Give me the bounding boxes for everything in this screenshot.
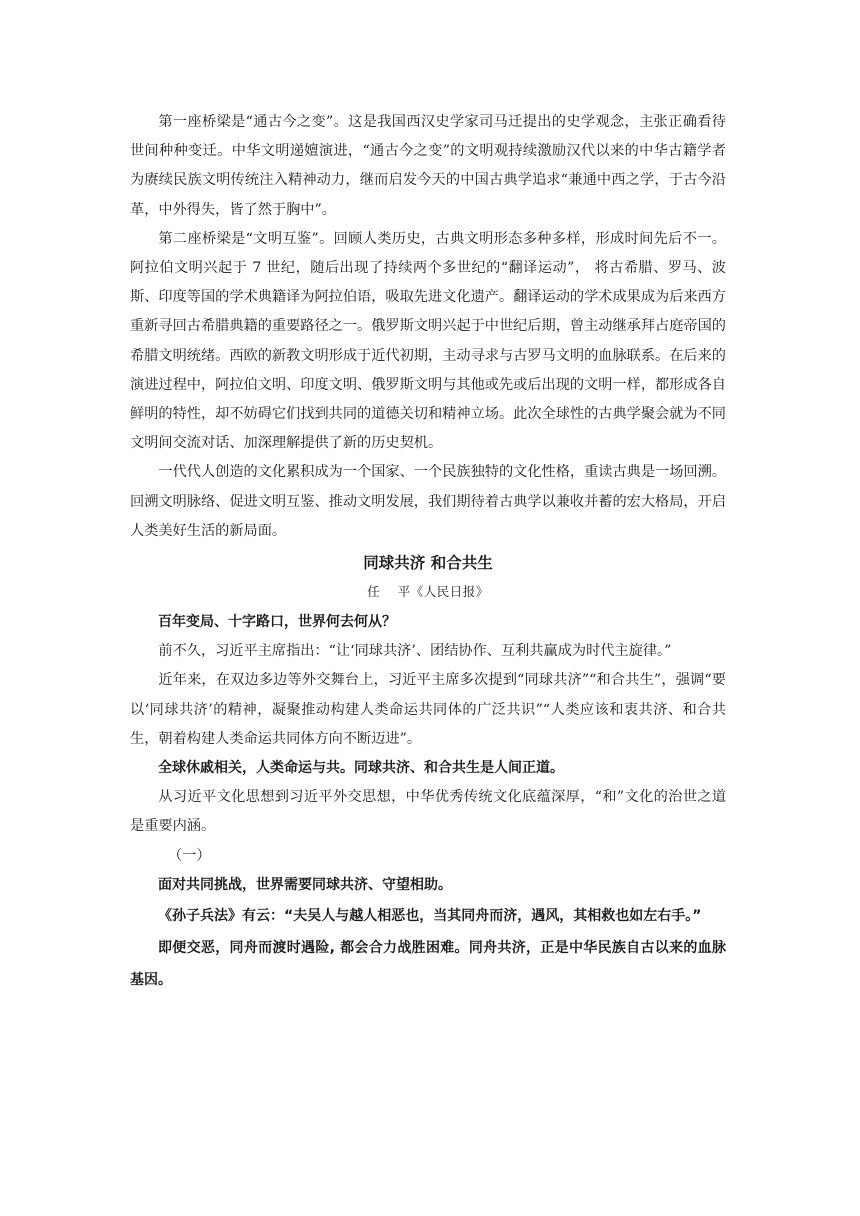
paragraph-sunzi-quote: 《孙子兵法》有云：“夫吴人与越人相恶也，当其同舟而济，遇风，其相救也如左右手。” xyxy=(158,908,702,925)
paragraph-same-boat: 即便交恶，同舟而渡时遇险, 都会合力战胜困难。同舟共济，正是中华民族自古以来的血脉基因。 xyxy=(130,940,726,989)
paragraph-culture: 从习近平文化思想到习近平外交思想，中华优秀传统文化底蕴深厚，“和”文化的治世之道是重要内涵。 xyxy=(130,789,726,835)
paragraph-conclusion: 一代代人创造的文化累积成为一个国家、一个民族独特的文化性格，重读古典是一场回溯。回溯文明脉络、促进文明互鉴、推动文明发展，我们期待着古典学以兼收并蓄的宏大格局，开启人类美好生活的新局面。 xyxy=(130,464,726,539)
paragraph-diplomacy: 近年来，在双边多边等外交舞台上，习近平主席多次提到“同球共济”“和合共生”，强调“要以‘同球共济’的精神，凝聚推动构建人类命运共同体的广泛共识”“人类应该和衷共济、和合共生，朝着构建人类命运共同体方向不断迈进”。 xyxy=(130,672,726,747)
article-byline: 任 平《人民日报》 xyxy=(367,584,489,600)
document-page xyxy=(130,108,726,996)
section-number: （一） xyxy=(168,847,211,864)
article-title: 同球共济 和合共生 xyxy=(363,554,493,573)
paragraph-thesis: 全球休戚相关，人类命运与共。同球共济、和合共生是人间正道。 xyxy=(158,760,564,777)
paragraph-challenge: 面对共同挑战，世界需要同球共济、守望相助。 xyxy=(158,876,452,893)
paragraph-lead-question: 百年变局、十字路口，世界何去何从？ xyxy=(158,614,396,631)
paragraph-quote: 前不久，习近平主席指出：“让‘同球共济’、团结协作、互利共赢成为时代主旋律。” xyxy=(158,643,672,660)
paragraph-second-bridge: 第二座桥梁是“文明互鉴”。回顾人类历史，古典文明形态多种多样，形成时间先后不一。阿拉伯文明兴起于 7 世纪，随后出现了持续两个多世纪的“翻译运动”， 将古希腊、罗马、波斯、印度等国的学术典籍译为阿拉伯语，吸取先进文化遗产。翻译运动的学术成果成为后来西方重新寻回古希腊典籍的重要路径之一。俄罗斯文明兴起于中世纪后期，曾主动继承拜占庭帝国的希腊文明统绪。西欧的新教文明形成于近代初期，主动寻求与古罗马文明的血脉联系。在后来的演进过程中，阿拉伯文明、印度文明、俄罗斯文明与其他或先或后出现的文明一样，都形成各自鲜明的特性，却不妨碍它们找到共同的道德关切和精神立场。此次全球性的古典学聚会就为不同文明间交流对话、加深理解提供了新的历史契机。 xyxy=(130,230,726,452)
paragraph-first-bridge: 第一座桥梁是“通古今之变”。这是我国西汉史学家司马迁提出的史学观念，主张正确看待世间种种变迁。中华文明递嬗演进，“通古今之变”的文明观持续激励汉代以来的中华古籍学者为赓续民族文明传统注入精神动力，继而启发今天的中国古典学追求“兼通中西之学，于古今沿革，中外得失，皆了然于胸中”。 xyxy=(130,114,726,218)
